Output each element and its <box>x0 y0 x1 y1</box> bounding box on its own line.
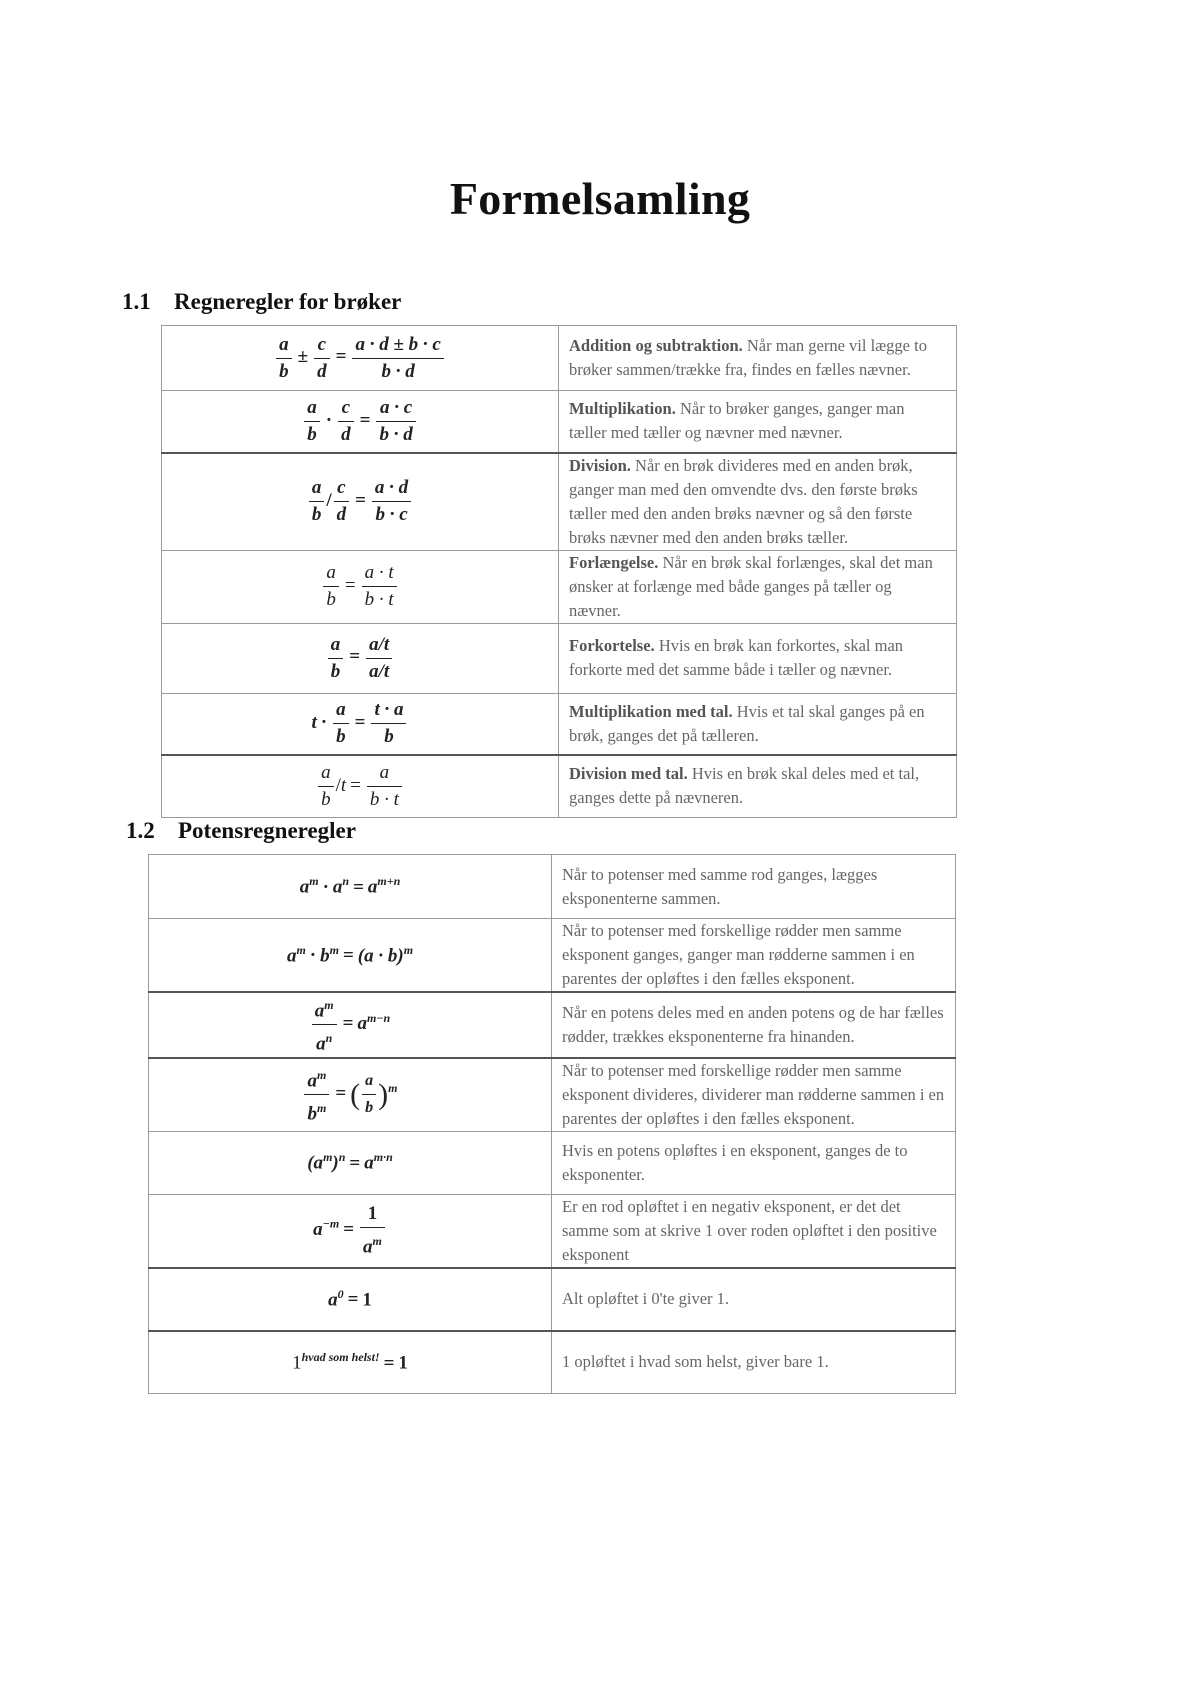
rule-description: Når to potenser med samme rod ganges, lægges eksponenterne sammen. <box>552 855 956 919</box>
formula-division: $\frac{a}{b}$ / $\frac{c}{d}$ = $\frac{a \cdot d}{b \cdot c}$ <box>162 453 559 551</box>
rule-description: Multiplikation med tal. Hvis et tal skal ganges på en brøk, ganges det på tælleren. <box>559 693 957 755</box>
rule-description: Division. Når en brøk divideres med en anden brøk, ganger man med den omvendte dvs. den første brøks tæller med den anden brøks nævner og så den første brøks nævner med den anden brøks tæller. <box>559 453 957 551</box>
formula-power-of-power: $(a^m)^n = a^{m\cdot n}$ <box>149 1131 552 1194</box>
rule-description: Når to potenser med forskellige rødder men samme eksponent divideres, dividerer man rødderne sammen i en parentes der opløftes i den fælles eksponent. <box>552 1058 956 1132</box>
table-row <box>162 755 957 817</box>
section-heading-fractions <box>122 289 401 315</box>
formula-quotient-same-base: $\frac{a^m}{a^n}$ = $a^{m-n}$ <box>149 992 552 1058</box>
formula-expansion: $\frac{a}{b}$ = $\frac{a \cdot t}{b \cdot t}$ <box>162 550 559 623</box>
table-row <box>149 1131 956 1194</box>
fractions-table <box>161 325 957 818</box>
rule-description: Hvis en potens opløftes i en eksponent, ganges de to eksponenter. <box>552 1131 956 1194</box>
rule-description: Forlængelse. Når en brøk skal forlænges, skal det man ønsker at forlænge med både ganges på tæller og nævner. <box>559 550 957 623</box>
rule-description: Forkortelse. Hvis en brøk kan forkortes, skal man forkorte med det samme både i tæller og nævner. <box>559 623 957 693</box>
table-row <box>162 326 957 391</box>
rule-description: Alt opløftet i 0'te giver 1. <box>552 1268 956 1331</box>
table-row <box>149 855 956 919</box>
formula-multiply-number: t · $\frac{a}{b}$ = $\frac{t \cdot a}{b}$ <box>162 693 559 755</box>
table-row <box>162 693 957 755</box>
table-row <box>149 919 956 993</box>
section-number: 1.2 <box>126 818 155 843</box>
formula-quotient-same-exponent: $\frac{a^m}{b^m}$ = ( $\frac{a}{b}$ )$^m$ <box>149 1058 552 1132</box>
formula-multiplication: $\frac{a}{b}$ · $\frac{c}{d}$ = $\frac{a \cdot c}{b \cdot d}$ <box>162 391 559 453</box>
formula-negative-exponent: $a^{-m}$ = $\frac{1}{a^m}$ <box>149 1194 552 1268</box>
table-row <box>162 453 957 551</box>
table-row <box>162 550 957 623</box>
table-row <box>149 1194 956 1268</box>
formula-reduction: $\frac{a}{b}$ = $\frac{a/t}{a/t}$ <box>162 623 559 693</box>
formula-zero-exponent: $a^0 = 1$ <box>149 1268 552 1331</box>
section-title: Potensregneregler <box>178 818 356 843</box>
table-row <box>149 1058 956 1132</box>
formula-product-same-exponent: $a^m \cdot b^m = (a \cdot b)^m$ <box>149 919 552 993</box>
table-row <box>162 623 957 693</box>
rule-description: 1 opløftet i hvad som helst, giver bare 1. <box>552 1331 956 1394</box>
page-title: Formelsamling <box>449 173 751 224</box>
table-row <box>149 992 956 1058</box>
rule-description: Når to potenser med forskellige rødder men samme eksponent ganges, ganger man rødderne sammen i en parentes der opløftes i den fælles eksponent. <box>552 919 956 993</box>
rule-description: Addition og subtraktion. Når man gerne vil lægge to brøker sammen/trække fra, findes en fælles nævner. <box>559 326 957 391</box>
rule-description: Er en rod opløftet i en negativ eksponent, er det det samme som at skrive 1 over roden opløftet i den positive eksponent <box>552 1194 956 1268</box>
formula-one-to-any-power: $1^{hvad som helst!} = 1$ <box>149 1331 552 1394</box>
section-title: Regneregler for brøker <box>174 289 402 314</box>
rule-description: Når en potens deles med en anden potens og de har fælles rødder, trækkes eksponenterne fra hinanden. <box>552 992 956 1058</box>
formula-addition: $\frac{a}{b}$ ± $\frac{c}{d}$ = $\frac{a \cdot d \pm b \cdot c}{b \cdot d}$ <box>162 326 559 391</box>
rule-description: Multiplikation. Når to brøker ganges, ganger man tæller med tæller og nævner med nævner. <box>559 391 957 453</box>
section-heading-powers <box>126 818 356 844</box>
rule-description: Division med tal. Hvis en brøk skal deles med et tal, ganges dette på nævneren. <box>559 755 957 817</box>
section-number: 1.1 <box>122 289 151 314</box>
formula-divide-number: $\frac{a}{b}$ /t = $\frac{a}{b \cdot t}$ <box>162 755 559 817</box>
table-row <box>162 391 957 453</box>
formula-product-same-base: $a^m \cdot a^n = a^{m+n}$ <box>149 855 552 919</box>
table-row <box>149 1268 956 1331</box>
powers-table <box>148 854 956 1394</box>
table-row <box>149 1331 956 1394</box>
